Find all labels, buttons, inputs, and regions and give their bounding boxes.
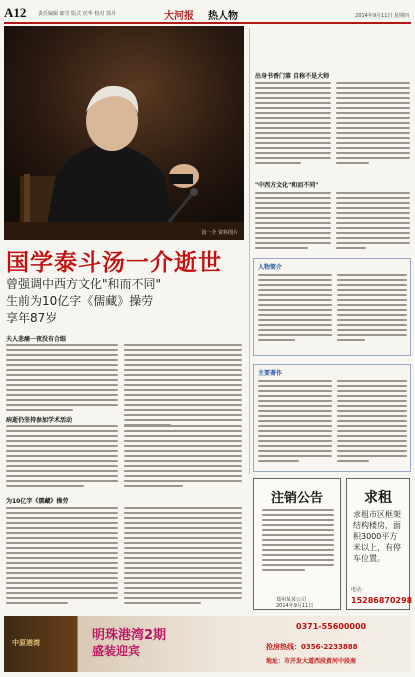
- works-text: [337, 380, 407, 465]
- portrait-illustration: [4, 26, 244, 240]
- rent-body: 求租市区框架结构楼房，面积3000平方米以上，有停车位置。: [353, 510, 401, 563]
- photo-caption: 汤一介 资料图片: [201, 230, 238, 236]
- ad-phone: 0371-55600000: [296, 622, 367, 631]
- article-text-block: [336, 82, 410, 167]
- profile-heading: 人物简介: [258, 264, 283, 271]
- article-text-block: [255, 82, 331, 167]
- issue-date: 2014年9月11日 星期四: [355, 13, 409, 19]
- notice-title: 注销公告: [270, 491, 323, 506]
- notice-text: [262, 509, 334, 574]
- notice-signature: 郑州某某公司: [276, 597, 307, 603]
- rental-wanted-ad: [346, 478, 413, 610]
- subheadline-2: 生前为10亿字《儒藏》操劳: [6, 294, 154, 308]
- column-divider: [249, 28, 250, 474]
- article-text-block: [124, 507, 242, 607]
- article-text-block: [255, 192, 331, 252]
- article-text-block: [6, 425, 118, 490]
- newspaper-brand: 大河报: [164, 11, 194, 22]
- works-heading: 主要著作: [258, 370, 283, 377]
- rent-title: 求租: [364, 490, 392, 506]
- article-text-block: [336, 192, 410, 252]
- main-headline: 国学泰斗汤一介逝世: [6, 250, 222, 276]
- section-heading-academic: 病逝仍坚持参加学术活动: [6, 417, 73, 424]
- section-heading-culture: "中西方文化"和而不同": [255, 182, 319, 189]
- article-text-block: [6, 344, 118, 414]
- real-estate-ad-banner: [4, 616, 411, 672]
- ad-slogan-2: 盛装迎宾: [92, 644, 141, 658]
- notice-date: 2014年9月11日: [276, 603, 314, 609]
- article-text-block: [124, 344, 242, 429]
- section-heading-family: 出身书香门第 自称不是大师: [255, 73, 330, 80]
- profile-text: [337, 274, 407, 344]
- page-number: A12: [4, 5, 27, 20]
- section-name: 热人物: [208, 11, 238, 22]
- cancellation-notice: [253, 478, 341, 610]
- editor-credits: 责任编辑 郎雪 版式 侯华 校对 郭丹: [38, 11, 116, 17]
- ad-hotline: 抢房热线：0356-2233888: [266, 643, 358, 651]
- ad-slogan: 明珠港湾2期: [92, 628, 167, 643]
- portrait-photo: [4, 26, 244, 240]
- profile-text: [258, 274, 332, 344]
- page-header: [4, 4, 411, 24]
- subheadline-1: 曾强调中西方文化"和而不同": [6, 277, 162, 291]
- article-text-block: [6, 507, 118, 607]
- article-text-block: [124, 425, 242, 490]
- ad-brand: 中原港湾: [12, 638, 40, 647]
- rent-phone-number: 15286870298: [351, 596, 413, 605]
- ad-address: 地址：市开发大道西段黄河中段南: [266, 658, 357, 665]
- section-heading-wife: 夫人悲痛一夜没有合眼: [6, 336, 67, 343]
- subheadline-3: 享年87岁: [6, 311, 58, 325]
- rent-tel-label: 电话：: [351, 587, 367, 593]
- section-heading-rucang: 为10亿字《儒藏》操劳: [6, 498, 69, 505]
- works-text: [258, 380, 332, 465]
